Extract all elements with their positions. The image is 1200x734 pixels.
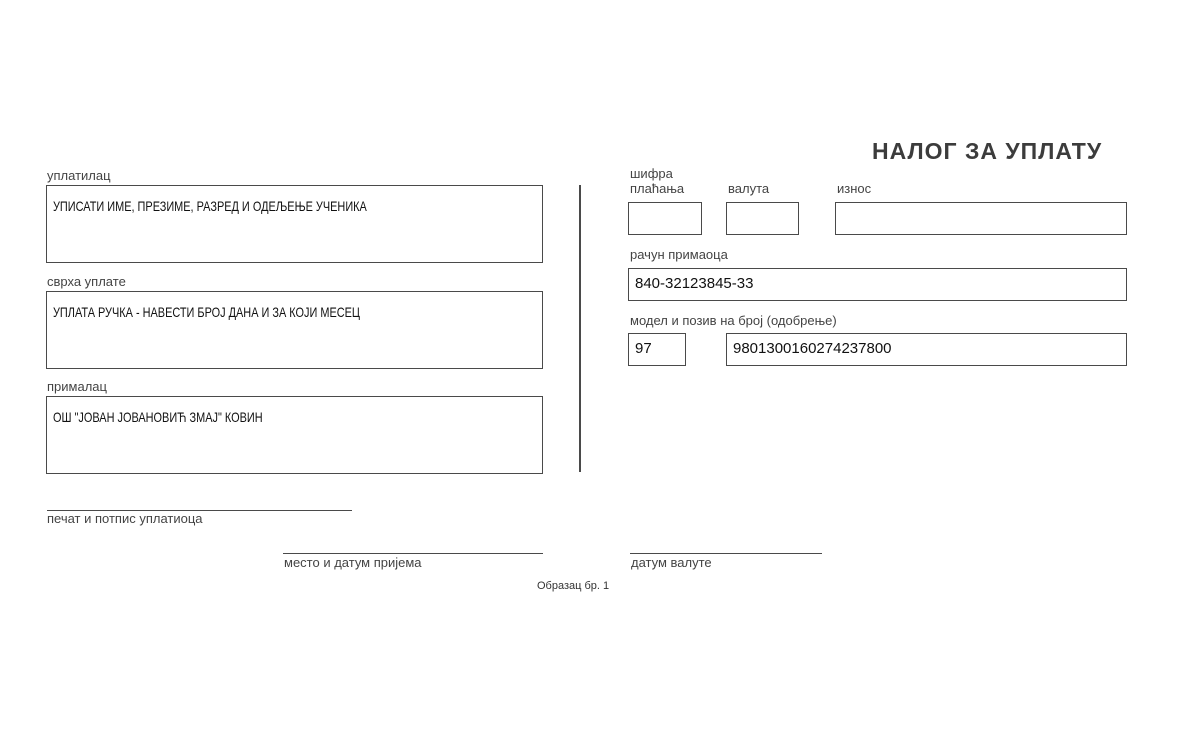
payer-field[interactable] bbox=[46, 185, 543, 263]
currency-label: валута bbox=[728, 181, 770, 196]
purpose-label: сврха уплате bbox=[47, 274, 126, 289]
place-date-label: место и датум пријема bbox=[284, 555, 422, 570]
value-date-line bbox=[630, 553, 822, 554]
signature-label: печат и потпис уплатиоца bbox=[47, 511, 203, 526]
reference-number-field[interactable] bbox=[726, 333, 1127, 366]
recipient-account-value: 840-32123845-33 bbox=[635, 275, 754, 292]
model-value: 97 bbox=[635, 340, 652, 357]
form-title: НАЛОГ ЗА УПЛАТУ bbox=[872, 138, 1103, 164]
model-reference-label: модел и позив на број (одобрење) bbox=[630, 313, 837, 328]
amount-label: износ bbox=[837, 181, 872, 196]
column-divider bbox=[579, 185, 581, 472]
payer-value: УПИСАТИ ИМЕ, ПРЕЗИМЕ, РАЗРЕД И ОДЕЉЕЊЕ УЧЕНИКА bbox=[53, 198, 367, 214]
payment-code-label-line1: шифра bbox=[630, 166, 673, 181]
reference-number-value: 9801300160274237800 bbox=[733, 340, 892, 357]
payment-code-field[interactable] bbox=[628, 202, 702, 235]
recipient-field[interactable] bbox=[46, 396, 543, 474]
recipient-value: ОШ "ЈОВАН ЈОВАНОВИЋ ЗМАЈ" КОВИН bbox=[53, 409, 263, 425]
value-date-label: датум валуте bbox=[631, 555, 712, 570]
recipient-account-label: рачун примаоца bbox=[630, 247, 728, 262]
model-field[interactable] bbox=[628, 333, 686, 366]
place-date-line bbox=[283, 553, 543, 554]
recipient-label: прималац bbox=[47, 379, 107, 394]
purpose-field[interactable] bbox=[46, 291, 543, 369]
form-number: Образац бр. 1 bbox=[537, 580, 610, 592]
payer-label: уплатилац bbox=[47, 168, 111, 183]
recipient-account-field[interactable] bbox=[628, 268, 1127, 301]
purpose-value: УПЛАТА РУЧКА - НАВЕСТИ БРОЈ ДАНА И ЗА КОЈИ МЕСЕЦ bbox=[53, 304, 361, 320]
payment-code-label-line2: плаћања bbox=[630, 181, 685, 196]
currency-field[interactable] bbox=[726, 202, 799, 235]
amount-field[interactable] bbox=[835, 202, 1127, 235]
